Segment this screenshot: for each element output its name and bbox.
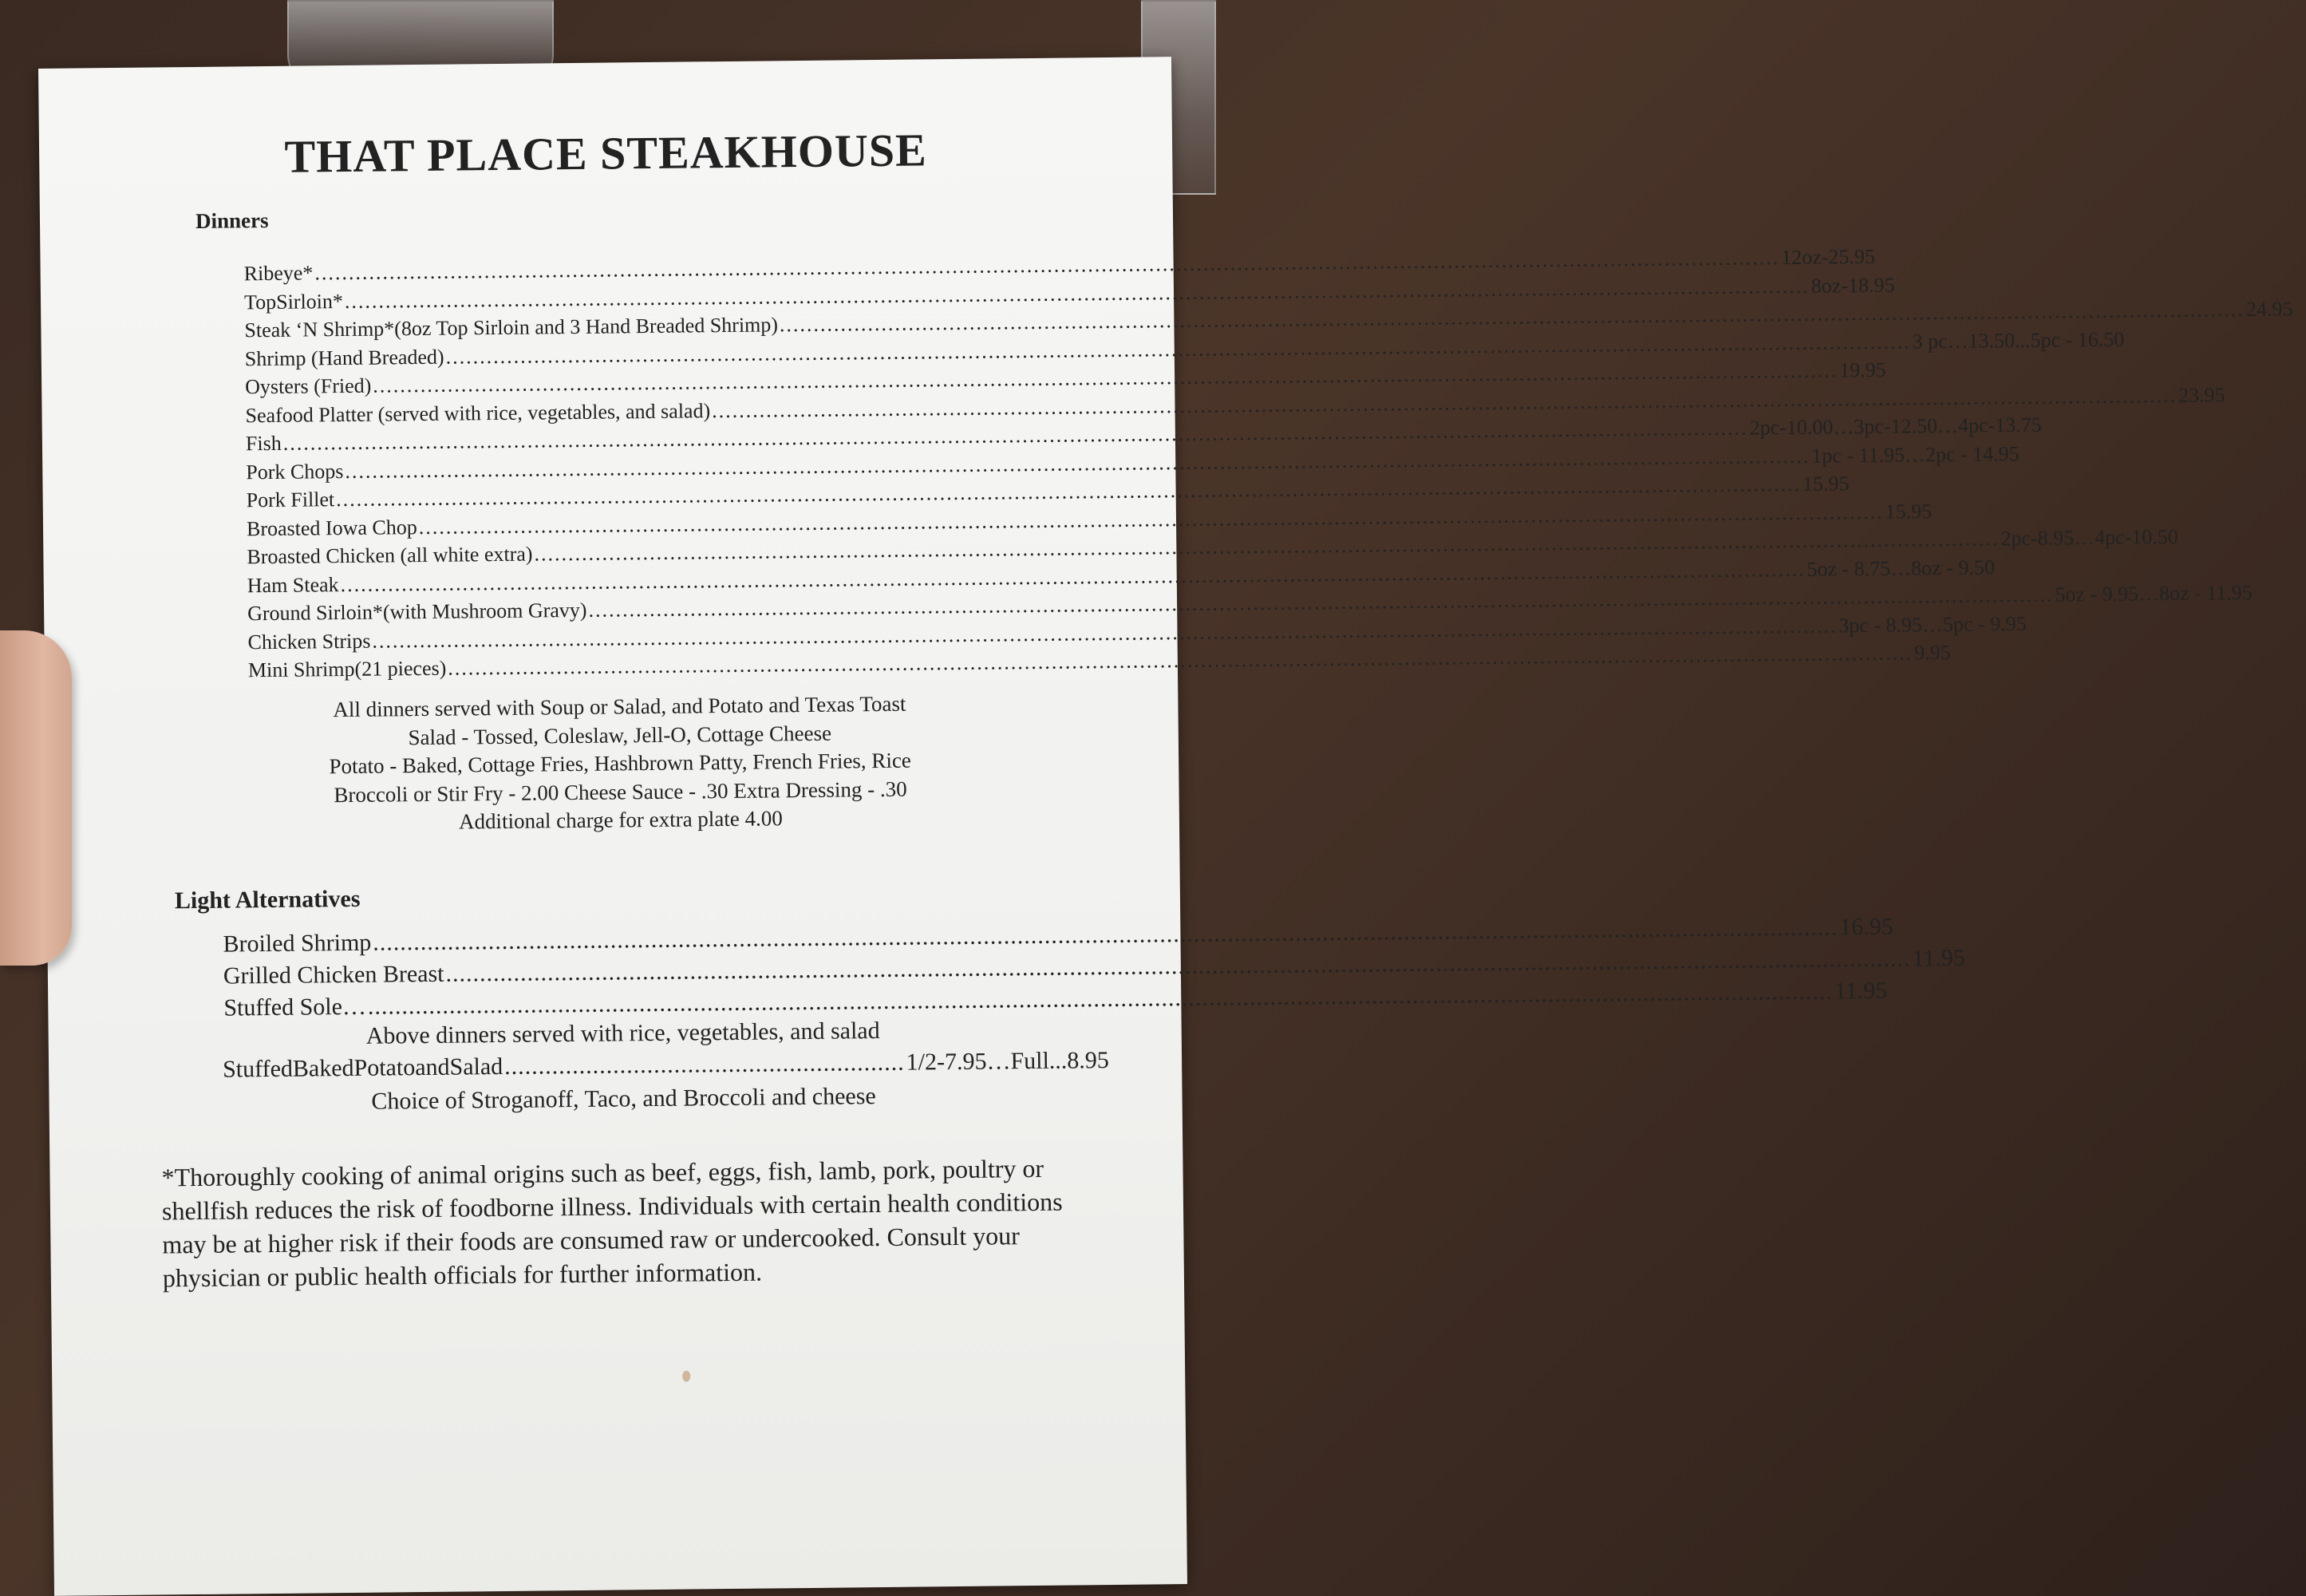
item-name: Seafood Platter (served with rice, vegetables, and salad) xyxy=(245,398,711,427)
item-price: 3pc - 8.95…5pc - 9.95 xyxy=(1838,611,2027,637)
item-price: 5oz - 9.95…8oz - 11.95 xyxy=(2055,580,2253,606)
item-price: 16.95 xyxy=(1839,913,1893,941)
item-price: 23.95 xyxy=(2178,382,2225,407)
item-name: Pork Chops xyxy=(246,459,344,484)
dinners-heading: Dinners xyxy=(195,207,269,233)
item-price: 15.95 xyxy=(1802,472,1850,496)
item-price: 11.95 xyxy=(1912,944,1965,972)
item-name: Ground Sirloin*(with Mushroom Gravy) xyxy=(247,598,587,626)
note-line: Potato - Baked, Cottage Fries, Hashbrown Patty, French Fries, Rice xyxy=(329,748,911,779)
choice-note: Choice of Stroganoff, Taco, and Broccoli and cheese xyxy=(371,1083,876,1115)
leader-dots xyxy=(504,1049,905,1080)
served-note: Above dinners served with rice, vegetables, and salad xyxy=(365,1017,880,1049)
note-line: Salad - Tossed, Coleslaw, Jell-O, Cottage Cheese xyxy=(408,721,832,749)
item-name: Steak ‘N Shrimp*(8oz Top Sirloin and 3 Hand Breaded Shrimp) xyxy=(244,313,779,342)
item-name: Stuffed Sole… xyxy=(223,993,367,1021)
restaurant-title: THAT PLACE STEAKHOUSE xyxy=(284,124,928,183)
menu-sheet xyxy=(38,57,2293,1596)
item-price: 2pc-10.00…3pc-12.50…4pc-13.75 xyxy=(1749,413,2042,440)
item-price: 5oz - 8.75…8oz - 9.50 xyxy=(1806,555,1996,581)
item-name: Shrimp (Hand Breaded) xyxy=(244,345,444,370)
item-name: Grilled Chicken Breast xyxy=(223,960,444,990)
item-price: 12oz-25.95 xyxy=(1781,244,1876,270)
item-name: Fish xyxy=(245,431,282,456)
holding-thumb xyxy=(0,630,72,966)
item-name: Oysters (Fried) xyxy=(245,373,372,399)
item-price: 1pc - 11.95…2pc - 14.95 xyxy=(1811,441,2020,468)
item-price: 19.95 xyxy=(1839,358,1886,382)
item-price: 8oz-18.95 xyxy=(1810,273,1895,298)
light-alternatives-heading: Light Alternatives xyxy=(174,885,361,915)
item-price: 11.95 xyxy=(1834,977,1888,1005)
baked-potato-item xyxy=(222,1047,1110,1083)
note-line: Broccoli or Stir Fry - 2.00 Cheese Sauce - .30 Extra Dressing - .30 xyxy=(334,776,907,807)
item-name: Ham Steak xyxy=(247,572,339,597)
item-name: Broasted Chicken (all white extra) xyxy=(247,542,533,569)
item-name: Mini Shrimp(21 pieces) xyxy=(247,656,447,682)
item-price: 24.95 xyxy=(2245,297,2293,322)
paper-stain xyxy=(682,1371,690,1382)
note-line: All dinners served with Soup or Salad, and Potato and Texas Toast xyxy=(333,691,906,722)
light-list xyxy=(223,913,1965,1025)
item-name: Chicken Strips xyxy=(247,629,371,654)
item-name: Pork Fillet xyxy=(246,488,335,512)
item-price: 2pc-8.95…4pc-10.50 xyxy=(2000,524,2178,551)
item-name: TopSirloin* xyxy=(243,289,344,314)
item-price: 3 pc…13.50...5pc - 16.50 xyxy=(1912,327,2125,353)
item-name: Ribeye* xyxy=(243,261,314,286)
item-name: Broasted Iowa Chop xyxy=(246,515,417,540)
item-price: 9.95 xyxy=(1914,640,1951,665)
dinners-list xyxy=(243,244,2293,685)
item-name: StuffedBakedPotatoandSalad xyxy=(222,1053,503,1083)
item-price: 1/2-7.95…Full...8.95 xyxy=(906,1047,1110,1076)
item-name: Broiled Shrimp xyxy=(223,929,372,958)
note-line: Additional charge for extra plate 4.00 xyxy=(458,806,783,834)
item-price: 15.95 xyxy=(1885,499,1933,523)
dinner-notes xyxy=(244,689,996,838)
food-safety-disclaimer: *Thoroughly cooking of animal origins such as beef, eggs, fish, lamb, pork, poultry or shellfish reduces the risk of foodborne illness. Individuals with certain health conditions may be at higher risk if their foods are consumed raw or undercooked. Consult your physician or public health officials for further information. xyxy=(161,1153,1063,1293)
